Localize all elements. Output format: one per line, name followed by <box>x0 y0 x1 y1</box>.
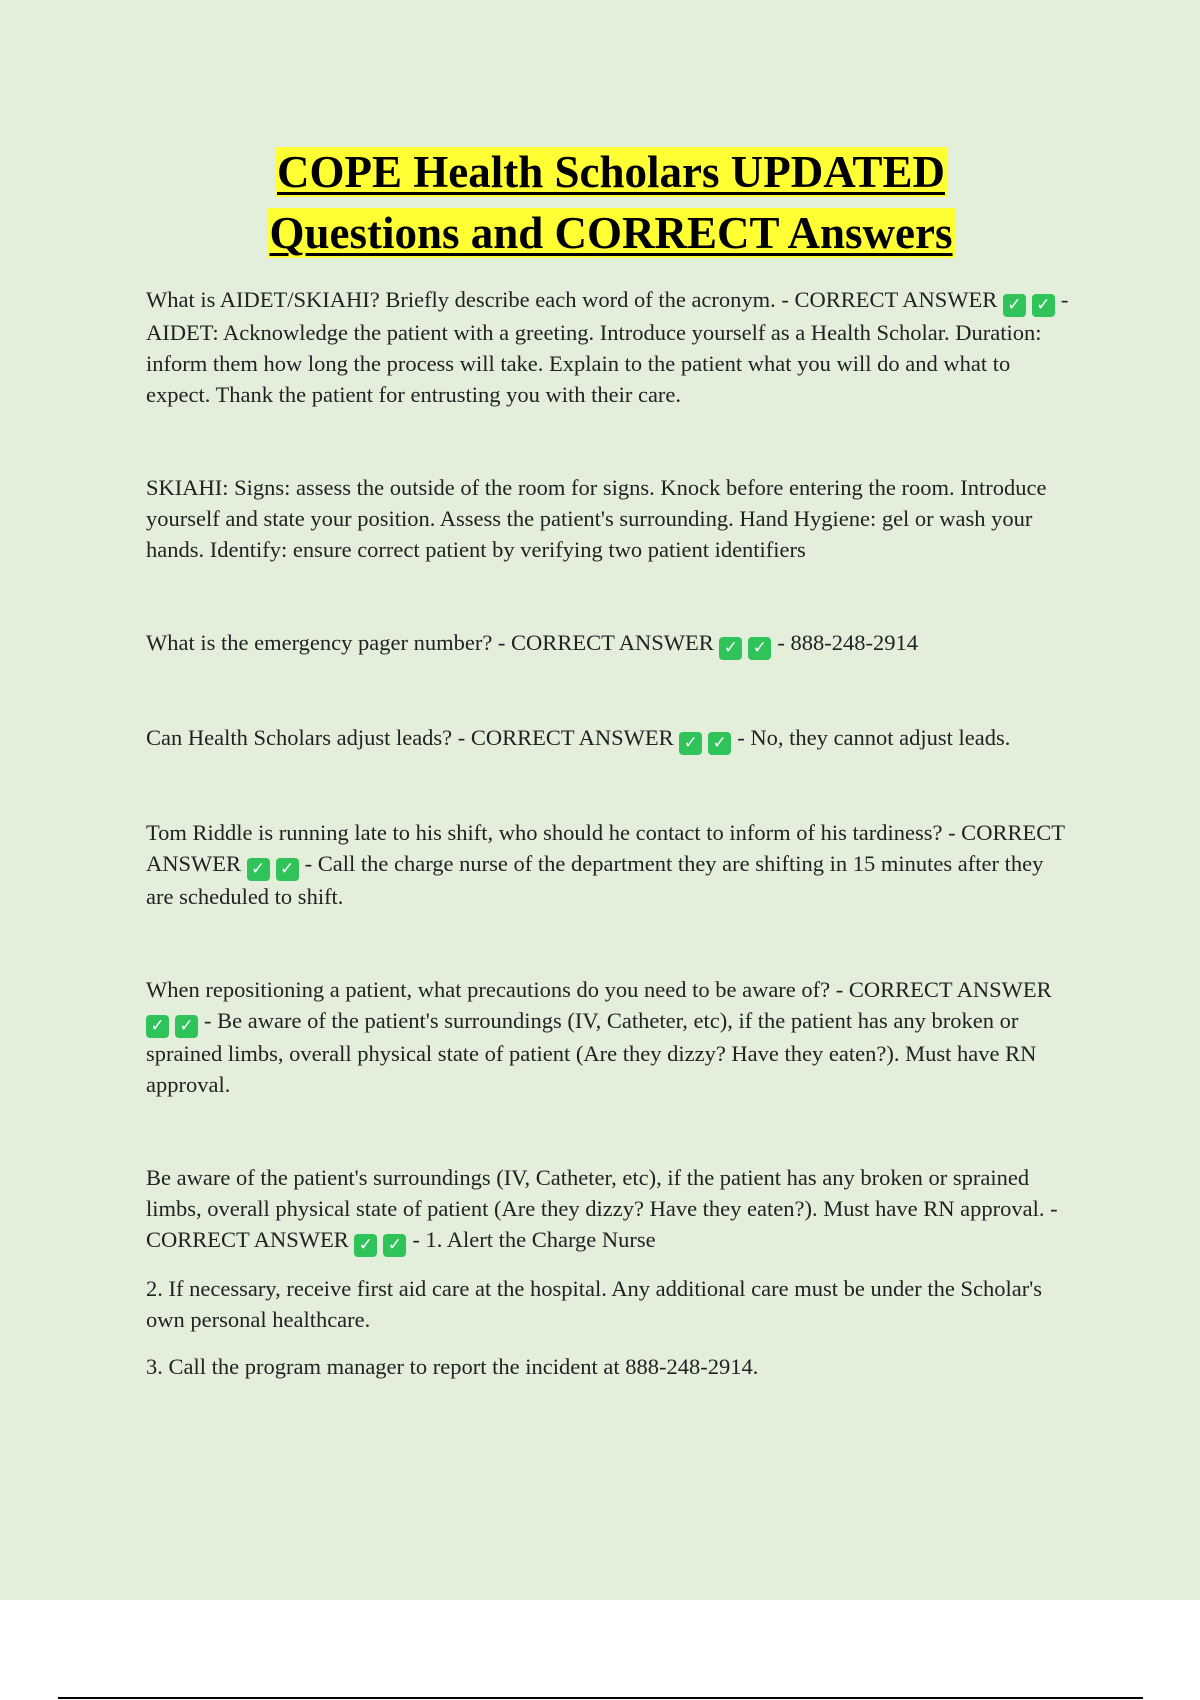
qa-item-injury <box>146 1162 1076 1257</box>
question-text: Be aware of the patient's surroundings (IV, Catheter, etc), if the patient has any broken or sprained limbs, overall physical state of patient (Are they dizzy? Have they eaten?). Must have RN approval. - CORRECT ANSWER <box>146 1165 1058 1252</box>
question-text: Can Health Scholars adjust leads? - CORRECT ANSWER <box>146 725 674 750</box>
document-title <box>146 142 1076 264</box>
answer-text: - 888-248-2914 <box>777 630 919 655</box>
answer-text: - No, they cannot adjust leads. <box>737 725 1011 750</box>
qa-item-leads <box>146 722 1076 755</box>
check-icon: ✓ <box>354 1234 377 1257</box>
check-icon: ✓ <box>708 732 731 755</box>
title-line-1: COPE Health Scholars UPDATED <box>277 147 945 197</box>
skiahi-paragraph: SKIAHI: Signs: assess the outside of the room for signs. Knock before entering the room. Introduce yourself and state your position. Assess the patient's surrounding. Hand Hygiene: gel or wash your hands. Identify: ensure correct patient by verifying two patient identifiers <box>146 475 1047 562</box>
check-icon: ✓ <box>719 637 742 660</box>
check-icon: ✓ <box>1003 294 1026 317</box>
question-text: What is the emergency pager number? - CORRECT ANSWER <box>146 630 714 655</box>
check-icon: ✓ <box>175 1015 198 1038</box>
question-text: When repositioning a patient, what precautions do you need to be aware of? - CORRECT ANSWER <box>146 977 1052 1002</box>
check-icon: ✓ <box>247 858 270 881</box>
title-line-2: Questions and CORRECT Answers <box>269 208 953 258</box>
answer-text: - Be aware of the patient's surroundings (IV, Catheter, etc), if the patient has any broken or sprained limbs, overall physical state of patient (Are they dizzy? Have they eaten?). Must have RN approval. <box>146 1008 1037 1097</box>
check-icon: ✓ <box>276 858 299 881</box>
qa-item-pager <box>146 627 1076 660</box>
footer-rule <box>58 1697 1143 1699</box>
check-icon: ✓ <box>383 1234 406 1257</box>
answer-text: - AIDET: Acknowledge the patient with a greeting. Introduce yourself as a Health Scholar. Duration: inform them how long the process will take. Explain to the patient what you will do and what to expect. Thank the patient for entrusting you with their care. <box>146 287 1069 407</box>
check-icon: ✓ <box>679 732 702 755</box>
answer-text: - Call the charge nurse of the department they are shifting in 15 minutes after they are scheduled to shift. <box>146 851 1044 909</box>
list-item: 3. Call the program manager to report the incident at 888-248-2914. <box>146 1354 759 1379</box>
check-icon: ✓ <box>748 637 771 660</box>
document-content <box>146 142 1076 1382</box>
qa-item-aidet <box>146 284 1076 410</box>
list-item: 2. If necessary, receive first aid care at the hospital. Any additional care must be under the Scholar's own personal healthcare. <box>146 1276 1043 1332</box>
check-icon: ✓ <box>1032 294 1055 317</box>
check-icon: ✓ <box>146 1015 169 1038</box>
question-text: Tom Riddle is running late to his shift, who should he contact to inform of his tardiness? - CORRECT ANSWER <box>146 820 1065 876</box>
qa-item-repositioning <box>146 974 1076 1100</box>
question-text: What is AIDET/SKIAHI? Briefly describe each word of the acronym. - CORRECT ANSWER <box>146 287 998 312</box>
qa-item-tardiness <box>146 817 1076 912</box>
answer-text: - 1. Alert the Charge Nurse <box>412 1227 656 1252</box>
